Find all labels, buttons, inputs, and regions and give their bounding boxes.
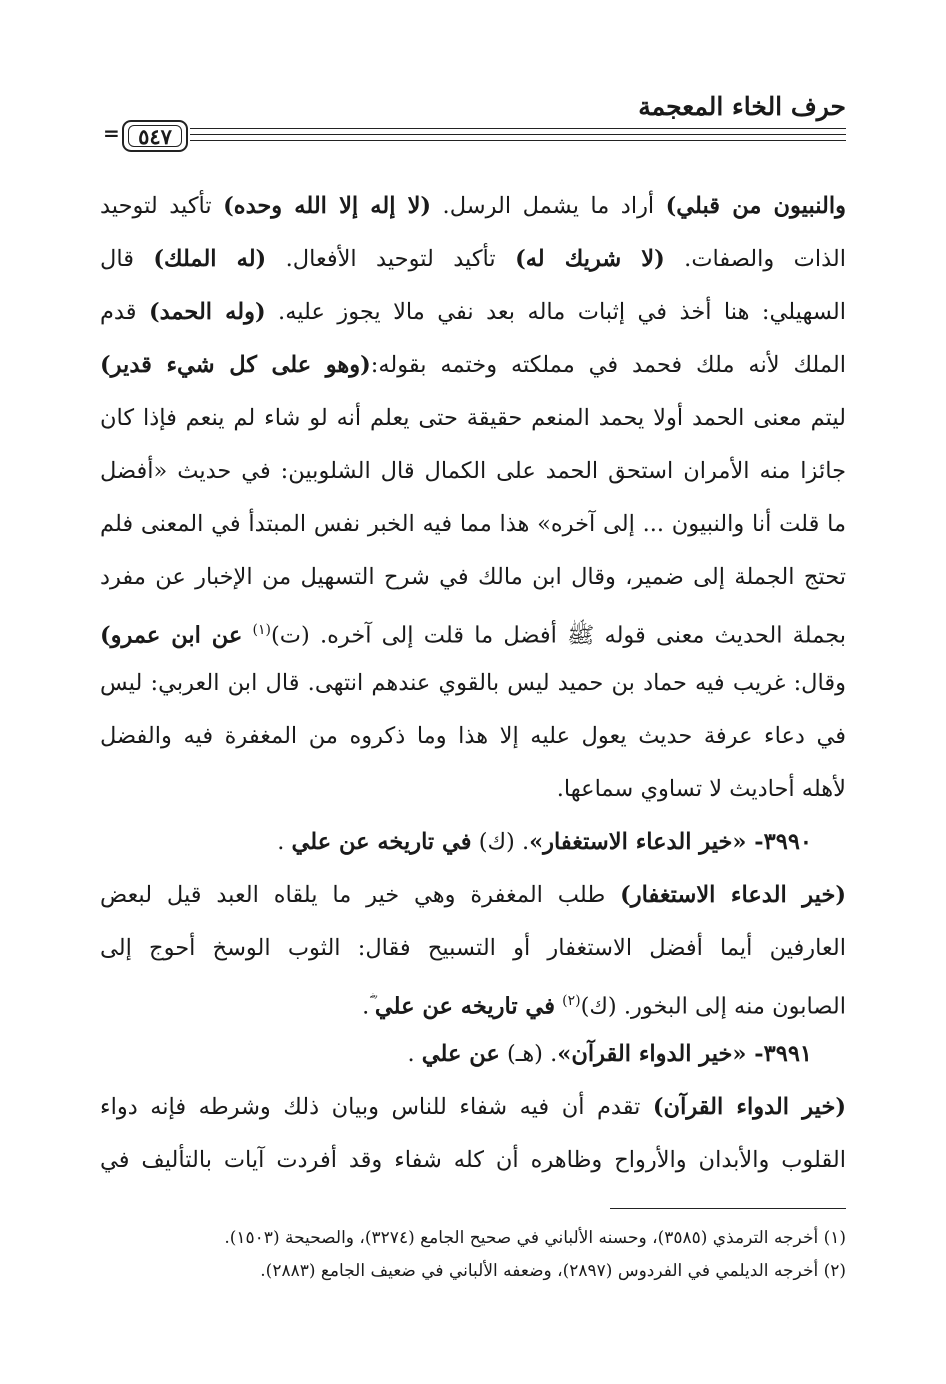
text-segment bbox=[242, 623, 252, 649]
bold-text: (وله الحمد) bbox=[148, 299, 266, 325]
bold-text: في تاريخه عن علي bbox=[291, 829, 472, 855]
header-rule bbox=[190, 128, 846, 129]
text-line bbox=[100, 551, 846, 604]
bold-text: والنبيون من قبلي) bbox=[665, 193, 846, 219]
header-rule bbox=[190, 134, 846, 135]
text-segment: ما قلت أنا والنبيون ... إلى آخره» هذا مما فيه الخبر نفس المبتدأ في المعنى فلم bbox=[100, 511, 846, 537]
text-line bbox=[100, 1028, 846, 1081]
footnote-separator bbox=[610, 1208, 846, 1209]
text-line bbox=[100, 604, 846, 657]
text-segment: جائزا منه الأمران استحق الحمد على الكمال قال الشلوبين: في حديث «أفضل bbox=[100, 458, 846, 484]
text-segment: بجملة الحديث معنى قوله ﷺ أفضل ما قلت إلى آخره. (ت) bbox=[271, 622, 846, 649]
bold-text: في تاريخه عن علي bbox=[374, 993, 555, 1020]
bold-text: (لا شريك له) bbox=[515, 246, 665, 272]
text-segment: تقدم أن فيه شفاء للناس وبيان ذلك وشرطه فإنه دواء bbox=[100, 1094, 653, 1120]
footnote-ref: (١) bbox=[252, 622, 272, 638]
bold-text: عن ابن عمرو) bbox=[100, 622, 243, 649]
text-line bbox=[100, 392, 846, 445]
text-line bbox=[100, 816, 846, 869]
footnote-ref: (٢) bbox=[562, 993, 581, 1009]
text-line bbox=[100, 922, 846, 975]
text-segment: أراد ما يشمل الرسل. bbox=[431, 193, 666, 219]
text-segment: القلوب والأبدان والأرواح وظاهره أن كله شفاء وقد أفردت آيات بالتأليف في bbox=[100, 1147, 846, 1173]
text-line bbox=[100, 445, 846, 498]
bold-text: (خير الدواء القرآن) bbox=[652, 1094, 846, 1120]
page-number bbox=[122, 120, 188, 152]
text-segment: قال bbox=[100, 246, 154, 272]
text-segment: تحتج الجملة إلى ضمير، وقال ابن مالك في شرح التسهيل من الإخبار عن مفرد bbox=[100, 564, 846, 590]
chapter-title: حرف الخاء المعجمة bbox=[638, 92, 846, 121]
bold-text: (خير الدعاء الاستغفار) bbox=[620, 882, 846, 908]
text-segment: قدم bbox=[100, 299, 149, 325]
text-segment: تأكيد لتوحيد bbox=[100, 193, 224, 219]
bold-text: (لا إله إلا الله وحده) bbox=[223, 193, 432, 219]
text-line bbox=[100, 1134, 846, 1187]
text-segment: الصابون منه إلى البخور. (ك) bbox=[580, 993, 846, 1020]
bold-text: (له الملك) bbox=[153, 246, 267, 272]
text-segment: . (ك) bbox=[471, 829, 530, 855]
text-segment: في دعاء عرفة حديث يعول عليه إلا هذا وما ذكروه من المغفرة فيه والفضل bbox=[100, 723, 846, 749]
text-segment: الملك لأنه ملك فحمد في مملكته وختمه بقوله: bbox=[370, 352, 846, 378]
footnote-1: (١) أخرجه الترمذي (٣٥٨٥)، وحسنه الألباني في صحيح الجامع (٣٢٧٤)، والصحيحة (١٥٠٣). bbox=[224, 1228, 846, 1248]
text-line bbox=[100, 710, 846, 763]
text-line bbox=[100, 339, 846, 392]
bold-text: ٣٩٩١- «خير الدواء القرآن» bbox=[557, 1041, 812, 1067]
text-line bbox=[100, 498, 846, 551]
text-segment: السهيلي: هنا أخذ في إثبات ماله بعد نفي مالا يجوز عليه. bbox=[265, 299, 846, 325]
text-line bbox=[100, 286, 846, 339]
text-line bbox=[100, 1081, 846, 1134]
text-segment: تأكيد لتوحيد الأفعال. bbox=[266, 246, 516, 272]
text-segment: ليتم معنى الحمد أولا يحمد المنعم حقيقة حتى يعلم أنه لو شاء لم ينعم فإذا كان bbox=[100, 405, 846, 431]
footnotes bbox=[100, 1222, 846, 1288]
text-segment: وقال: غريب فيه حماد بن حميد ليس بالقوي عندهم انتهى. قال ابن العربي: ليس bbox=[100, 670, 846, 696]
bold-text: (وهو على كل شيء قدير) bbox=[100, 352, 371, 378]
header-rule bbox=[190, 140, 846, 141]
text-segment: . bbox=[277, 829, 292, 855]
page-number-text: ٥٤٧ bbox=[138, 123, 172, 149]
header-mark: = bbox=[103, 121, 120, 145]
text-segment: ؓ. bbox=[362, 993, 375, 1020]
footnote-2: (٢) أخرجه الديلمي في الفردوس (٢٨٩٧)، وضعفه الألباني في ضعيف الجامع (٢٨٨٣). bbox=[260, 1261, 846, 1281]
text-line bbox=[100, 233, 846, 286]
bold-text: ٣٩٩٠- «خير الدعاء الاستغفار» bbox=[529, 829, 812, 855]
text-segment: . bbox=[407, 1041, 422, 1067]
body-text bbox=[100, 180, 846, 1187]
text-line bbox=[100, 869, 846, 922]
text-line bbox=[100, 180, 846, 233]
text-line bbox=[100, 975, 846, 1028]
bold-text: عن علي bbox=[421, 1041, 500, 1067]
text-segment: . (هـ) bbox=[499, 1041, 558, 1067]
text-line bbox=[100, 657, 846, 710]
text-segment: طلب المغفرة وهي خير ما يلقاه العبد قيل لبعض bbox=[100, 882, 621, 908]
text-line bbox=[100, 763, 846, 816]
text-segment: لأهله أحاديث لا تساوي سماعها. bbox=[556, 776, 846, 802]
text-segment: العارفين أيما أفضل الاستغفار أو التسبيح فقال: الثوب الوسخ أحوج إلى bbox=[100, 935, 846, 961]
text-segment: الذات والصفات. bbox=[664, 246, 846, 272]
